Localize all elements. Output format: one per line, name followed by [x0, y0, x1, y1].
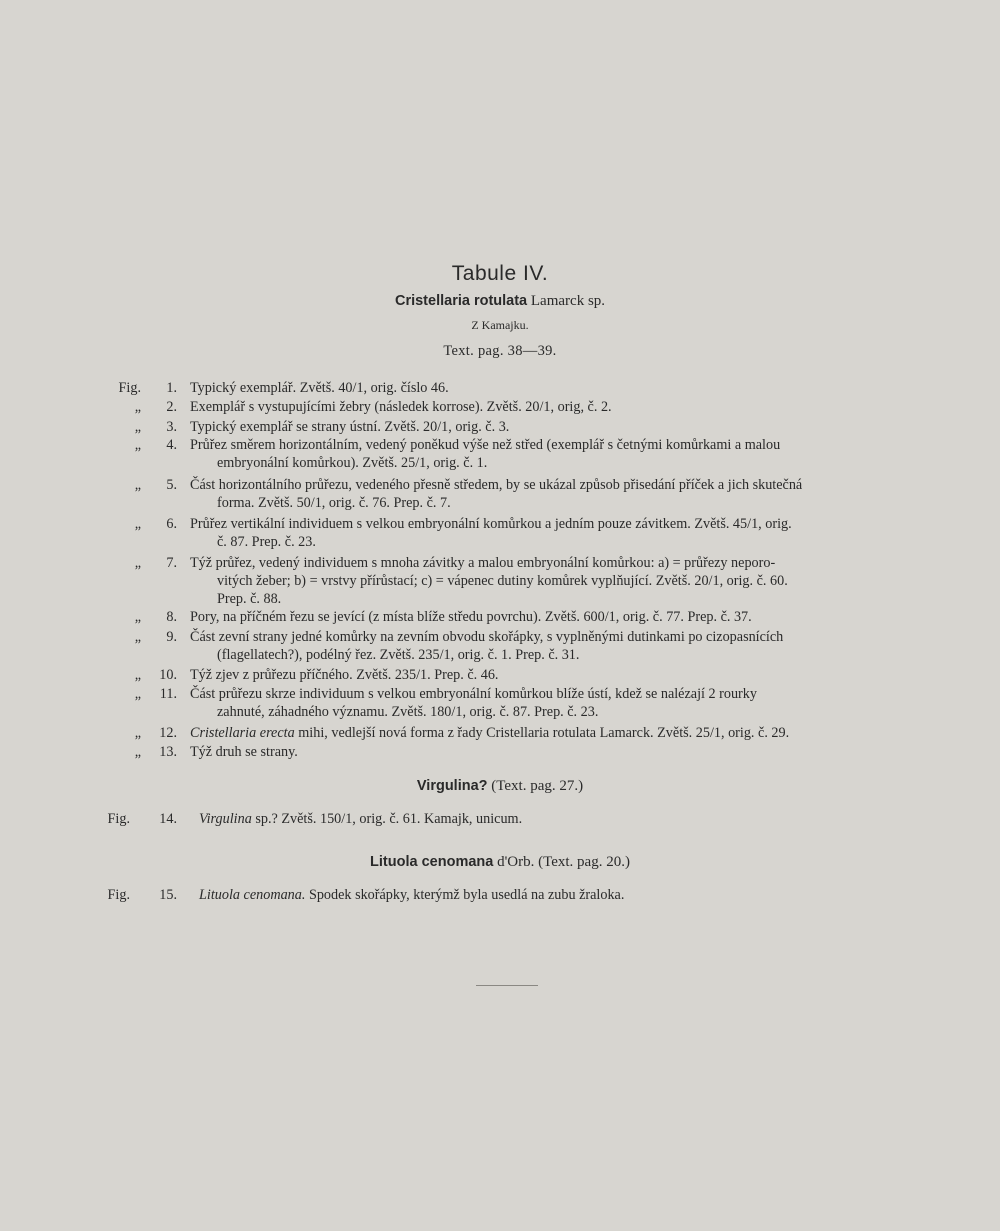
fig-label: „ — [134, 725, 141, 741]
fig-caption: Pory, na příčném řezu se jevící (z místa blíže středu povrchu). Zvětš. 600/1, orig. č. 77. Prep. č. 37. — [190, 609, 752, 625]
section-text-reference: (Text. pag. 20.) — [538, 854, 630, 870]
fig-label: „ — [134, 516, 141, 532]
fig-caption: Část zevní strany jedné komůrky na zevním obvodu skořápky, s vyplněnými dutinkami po cizopasnících — [190, 629, 784, 645]
fig-caption-continued: forma. Zvětš. 50/1, orig. č. 76. Prep. č. 7. — [217, 495, 451, 511]
fig-number: 10. — [159, 667, 177, 683]
section-heading-lituola — [0, 854, 1000, 871]
fig-label: „ — [134, 629, 141, 645]
fig-number: 2. — [166, 399, 177, 415]
fig-caption: Týž druh se strany. — [190, 744, 298, 760]
fig-species-italic: Virgulina — [199, 811, 252, 827]
fig-label: „ — [134, 667, 141, 683]
fig-caption: Průřez vertikální individuem s velkou embryonální komůrkou a jedním pouze závitkem. Zvětš. 45/1, orig. — [190, 516, 792, 532]
fig-caption: Typický exemplář. Zvětš. 40/1, orig. číslo 46. — [190, 380, 449, 396]
species-name: Cristellaria rotulata — [394, 293, 528, 309]
fig-label: „ — [134, 609, 141, 625]
fig-number: 7. — [166, 555, 177, 571]
fig-caption-continued: vitých žeber; b) = vrstvy přírůstací; c) = vápenec dutiny komůrek vyplňující. Zvětš. 20/1, orig. č. 60. — [217, 573, 788, 589]
fig-caption-continued: Prep. č. 88. — [217, 591, 282, 607]
fig-caption: Týž průřez, vedený individuem s mnoha závitky a malou embryonální komůrkou: a) = průřezy neporo- — [190, 555, 776, 571]
fig-label: „ — [134, 477, 141, 493]
fig-number: 14. — [159, 811, 177, 827]
fig-label: Fig. — [118, 380, 141, 396]
fig-caption: Část horizontálního průřezu, vedeného přesně středem, by se ukázal způsob přisedání příček a jich skutečná — [190, 477, 803, 493]
locality: Z Kamajku. — [471, 318, 529, 332]
fig-number: 1. — [166, 380, 177, 396]
fig-caption: Část průřezu skrze individuum s velkou embryonální komůrkou blíže ústí, kdež se nalézají 2 rourky — [190, 686, 757, 702]
fig-caption: Průřez směrem horizontálním, vedený poněkud výše než střed (exemplář s četnými komůrkami a malou — [190, 437, 781, 453]
section-heading-cristellaria — [0, 293, 1000, 310]
fig-caption-continued: embryonální komůrkou). Zvětš. 25/1, orig. č. 1. — [217, 455, 488, 471]
fig-species-italic: Cristellaria erecta — [190, 725, 295, 741]
section-text-reference: (Text. pag. 27.) — [491, 778, 584, 794]
fig-number: 11. — [159, 686, 177, 702]
fig-label: „ — [134, 744, 141, 760]
fig-number: 5. — [166, 477, 177, 493]
fig-species-italic: Lituola cenomana. — [199, 887, 306, 903]
fig-label: „ — [134, 419, 141, 435]
fig-caption-continued: zahnuté, záhadného významu. Zvětš. 180/1, orig. č. 87. Prep. č. 23. — [217, 704, 599, 720]
species-author: d'Orb. — [497, 854, 535, 870]
fig-caption: sp.? Zvětš. 150/1, orig. č. 61. Kamajk, unicum. — [255, 811, 523, 827]
closing-rule — [476, 985, 538, 986]
fig-caption: mihi, vedlejší nová forma z řady Cristellaria rotulata Lamarck. Zvětš. 25/1, orig. č. 29. — [298, 725, 790, 741]
fig-number: 13. — [159, 744, 177, 760]
text-reference: Text. pag. 38—39. — [443, 343, 557, 359]
fig-caption: Týž zjev z průřezu příčného. Zvětš. 235/1. Prep. č. 46. — [190, 667, 499, 683]
fig-caption: Spodek skořápky, kterýmž byla usedlá na zubu žraloka. — [308, 887, 625, 903]
species-name: Virgulina? — [416, 778, 488, 794]
fig-label: „ — [134, 555, 141, 571]
fig-label: „ — [134, 686, 141, 702]
species-author: Lamarck sp. — [530, 293, 606, 309]
fig-number: 15. — [159, 887, 177, 903]
fig-number: 3. — [166, 419, 177, 435]
fig-number: 9. — [166, 629, 177, 645]
fig-caption-continued: č. 87. Prep. č. 23. — [217, 534, 316, 550]
plate-title: Tabule IV. — [451, 262, 549, 285]
fig-caption: Typický exemplář se strany ústní. Zvětš. 20/1, orig. č. 3. — [190, 419, 510, 435]
fig-label: Fig. — [107, 887, 130, 903]
fig-label: „ — [134, 437, 141, 453]
fig-number: 4. — [166, 437, 177, 453]
fig-number: 8. — [166, 609, 177, 625]
section-heading-virgulina — [0, 778, 1000, 795]
fig-label: „ — [134, 399, 141, 415]
fig-number: 12. — [159, 725, 177, 741]
fig-caption: Exemplář s vystupujícími žebry (následek korrose). Zvětš. 20/1, orig, č. 2. — [190, 399, 612, 415]
species-name: Lituola cenomana — [370, 854, 494, 870]
fig-number: 6. — [166, 516, 177, 532]
fig-caption-continued: (flagellatech?), podélný řez. Zvětš. 235/1, orig. č. 1. Prep. č. 31. — [217, 647, 580, 663]
fig-label: Fig. — [107, 811, 130, 827]
